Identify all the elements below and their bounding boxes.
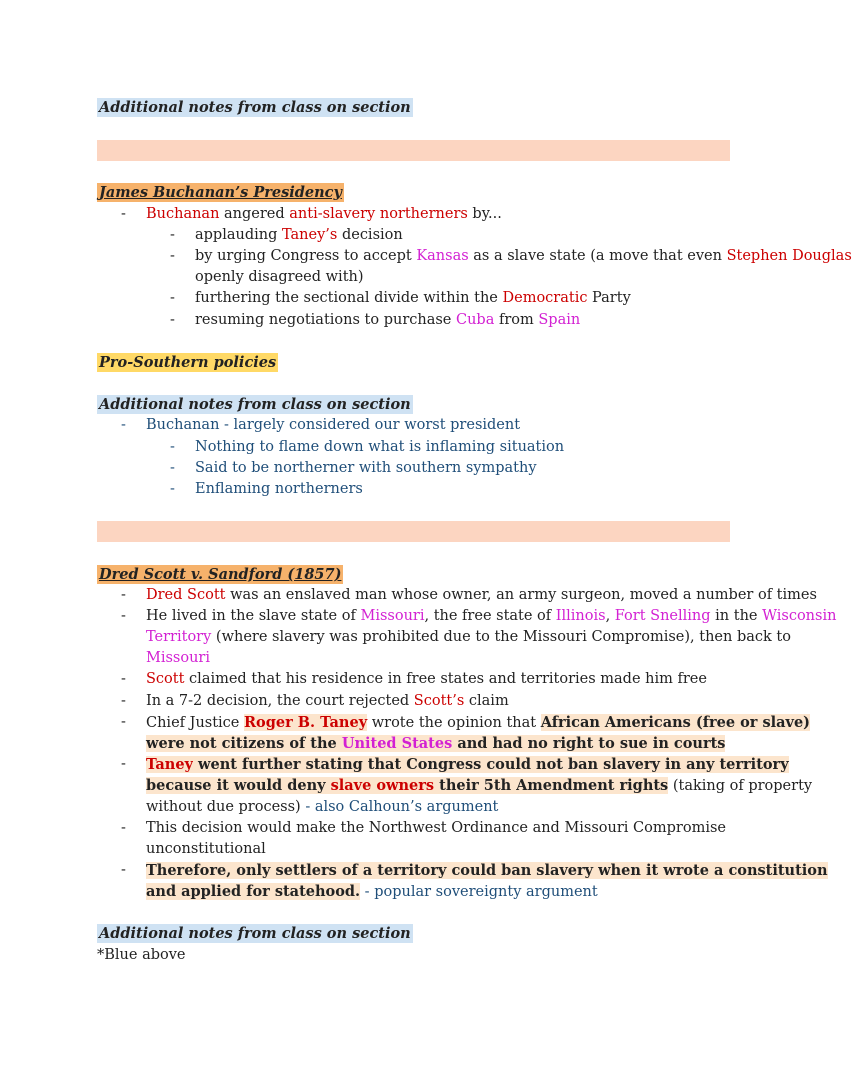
bullet-dash: - xyxy=(121,820,126,836)
final-note: *Blue above xyxy=(97,947,186,963)
dred-point-2: He lived in the slave state of Missouri, the free state of Illinois, Fort Snelling in the Wisconsin xyxy=(146,608,837,624)
bullet-dash: - xyxy=(121,587,126,603)
buchanan-point-2-cont: openly disagreed with) xyxy=(195,269,364,285)
bullet-dash: - xyxy=(121,671,126,687)
section-heading-notes: Additional notes from class on section xyxy=(99,99,411,116)
dred-point-6-cont: because it would deny slave owners their 5th Amendment rights (taking of property xyxy=(146,777,813,794)
dred-point-4: In a 7-2 decision, the court rejected Scott’s claim xyxy=(146,693,509,709)
bullet-dash: - xyxy=(121,608,126,624)
bullet-dash: - xyxy=(121,693,126,709)
bullet-dash: - xyxy=(170,227,175,243)
section-heading-dred-scott: Dred Scott v. Sandford (1857) xyxy=(99,566,342,583)
section-heading-buchanan: James Buchanan’s Presidency xyxy=(99,184,342,201)
dred-point-7-cont: unconstitutional xyxy=(146,841,266,857)
dred-point-2-cont: Missouri xyxy=(146,650,211,666)
notes-sub-3: Enflaming northerners xyxy=(195,481,363,497)
section-divider xyxy=(97,140,730,161)
bullet-dash: - xyxy=(170,460,175,476)
dred-point-2-cont: Territory (where slavery was prohibited due to the Missouri Compromise), then back to xyxy=(146,629,791,645)
notes-sub-2: Said to be northerner with southern sympathy xyxy=(195,460,537,476)
buchanan-point-2: by urging Congress to accept Kansas as a slave state (a move that even Stephen Douglas xyxy=(195,248,852,264)
dred-point-6-cont: without due process) - also Calhoun’s argument xyxy=(146,799,499,815)
dred-point-1: Dred Scott was an enslaved man whose owner, an army surgeon, moved a number of times xyxy=(146,587,817,603)
dred-point-5-cont: were not citizens of the United States and had no right to sue in courts xyxy=(146,735,726,752)
buchanan-point-4: resuming negotiations to purchase Cuba from Spain xyxy=(195,312,581,328)
buchanan-intro: Buchanan angered anti-slavery northerners by... xyxy=(146,206,502,222)
bullet-dash: - xyxy=(170,439,175,455)
dred-point-5: Chief Justice Roger B. Taney wrote the opinion that African Americans (free or slave) xyxy=(146,714,811,731)
bullet-dash: - xyxy=(170,481,175,497)
buchanan-point-1: applauding Taney’s decision xyxy=(195,227,403,243)
bullet-dash: - xyxy=(121,756,126,772)
dred-point-8-cont: and applied for statehood. - popular sovereignty argument xyxy=(146,883,598,900)
notes-main: Buchanan - largely considered our worst president xyxy=(146,417,521,433)
bullet-dash: - xyxy=(121,862,126,878)
bullet-dash: - xyxy=(121,206,126,222)
bullet-dash: - xyxy=(170,290,175,306)
dred-point-7: This decision would make the Northwest Ordinance and Missouri Compromise xyxy=(146,820,726,836)
section-divider xyxy=(97,521,730,542)
bullet-dash: - xyxy=(121,714,126,730)
section-heading-notes: Additional notes from class on section xyxy=(99,925,411,942)
dred-point-3: Scott claimed that his residence in free states and territories made him free xyxy=(146,671,707,687)
bullet-dash: - xyxy=(170,312,175,328)
section-heading-notes: Additional notes from class on section xyxy=(99,396,411,413)
dred-point-8: Therefore, only settlers of a territory could ban slavery when it wrote a constitution xyxy=(146,862,828,879)
dred-point-6: Taney went further stating that Congress could not ban slavery in any territory xyxy=(146,756,789,773)
bullet-dash: - xyxy=(121,417,126,433)
section-heading-pro-southern: Pro-Southern policies xyxy=(99,354,277,371)
notes-sub-1: Nothing to flame down what is inflaming situation xyxy=(195,439,565,455)
buchanan-point-3: furthering the sectional divide within the Democratic Party xyxy=(195,290,631,306)
bullet-dash: - xyxy=(170,248,175,264)
